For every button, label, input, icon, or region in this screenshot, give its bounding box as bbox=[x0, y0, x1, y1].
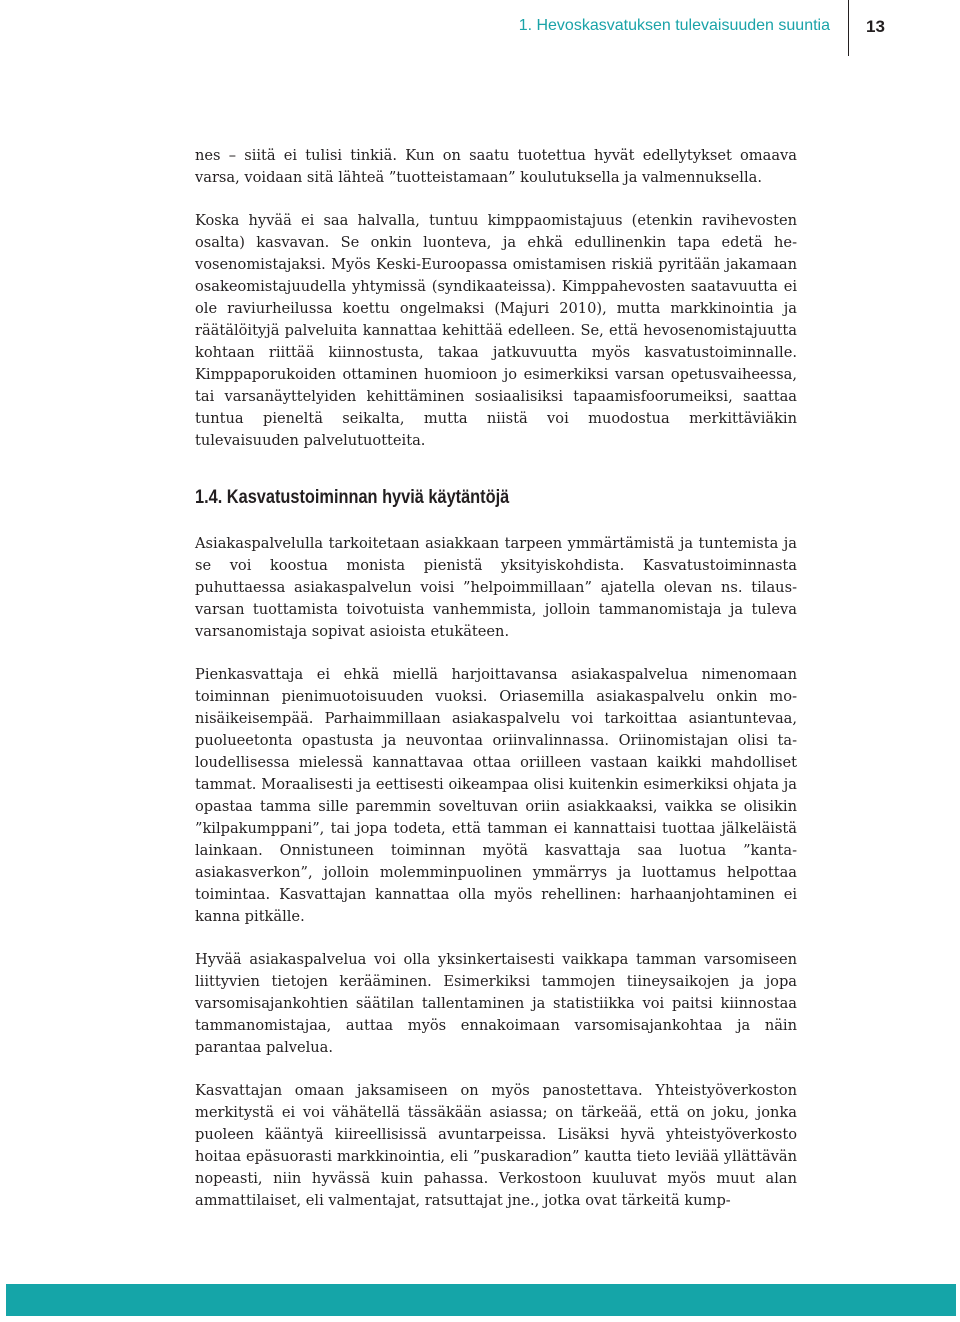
paragraph: Hyvää asiakaspalvelua voi olla yksinkertaisesti vaikkapa tamman varsomiseen liittyvien tietojen kerääminen. Esimerkiksi tammojen tiineysaikojen ja jopa varsomisajankohtien säätilan tallentaminen ja statistiikka voi paitsi kiinnostaa tammanomistajaa, auttaa myös ennakoimaan varsomisajankohtaa ja näin parantaa palvelua. bbox=[195, 951, 797, 1056]
section-heading bbox=[195, 485, 713, 511]
paragraph: Koska hyvää ei saa halvalla, tuntuu kimppaomistajuus (etenkin ravihevosten osalta) kasvavan. Se onkin luonteva, ja ehkä edullinenkin tapa edetä hevosenomistajaksi. Myös Keski-Euroopassa omistamisen riskiä pyritään jakamaan osakeomistajuudella yhtymissä (syndikaateissa). Kimppahevosten saatavuutta ei ole raviurheilussa koettu ongelmaksi (Majuri 2010), mutta markkinointia ja räätälöityjä palveluita kannattaa kehittää edelleen. Se, että hevosenomistajuutta kohtaan riittää kiinnostusta, takaa jatkuvuutta myös kasvatustoiminnalle. Kimppaporukoiden ottaminen huomioon jo esimerkiksi varsan opetusvaiheessa, tai varsanäyttelyiden kehittäminen sosiaalisiksi tapaamisfoorumeiksi, saattaa tuntua pieneltä seikalta, mutta niistä voi muodostua merkittäviäkin tulevaisuuden palvelutuotteita. bbox=[195, 212, 797, 449]
body-text bbox=[195, 145, 797, 1233]
header-divider bbox=[848, 0, 849, 56]
page-header bbox=[0, 0, 960, 60]
running-title: 1. Hevoskasvatuksen tulevaisuuden suuntia bbox=[518, 17, 830, 34]
page-number: 13 bbox=[866, 17, 885, 36]
section-title: Kasvatustoiminnan hyviä käytäntöjä bbox=[226, 487, 510, 508]
paragraph: Pienkasvattaja ei ehkä miellä harjoittavansa asiakaspalvelua nimenomaan toiminnan pienimuotoisuuden vuoksi. Oriasemilla asiakaspalvelu onkin monisäikeisempää. Parhaimmillaan asiakaspalvelu voi tarkoittaa asiantuntevaa, puolueetonta opastusta ja neuvontaa oriinvalinnassa. Oriinomistajan olisi taloudellisessa mielessä kannattavaa ottaa oriilleen vastaan kaikki mahdolliset tammat. Moraalisesti ja eettisesti oikeampaa olisi kuitenkin esimerkiksi ohjata ja opastaa tamma sille paremmin soveltuvan oriin asiakkaaksi, vaikka se olisikin ”kilpakumppani”, tai jopa todeta, että tamman ei kannattaisi tuottaa jälkeläistä lainkaan. Onnistuneen toiminnan myötä kasvattaja saa luotua ”kanta-asiakasverkon”, jolloin molemminpuolinen ymmärrys ja luottamus helpottaa toimintaa. Kasvattajan kannattaa olla myös rehellinen: harhaanjohtaminen ei kanna pitkälle. bbox=[195, 666, 797, 925]
paragraph: nes – siitä ei tulisi tinkiä. Kun on saatu tuotettua hyvät edellytykset omaava varsa, voidaan sitä lähteä ”tuotteistamaan” koulutuksella ja valmennuksella. bbox=[195, 147, 797, 186]
paragraph: Kasvattajan omaan jaksamiseen on myös panostettava. Yhteistyöverkoston merkitystä ei voi vähätellä tässäkään asiassa; on tärkeää, että on joku, jonka puoleen kääntyä kiireellisissä avuntarpeissa. Lisäksi hyvä yhteistyöverkosto hoitaa epäsuorasti markkinointia, eli ”puskaradion” kautta tieto leviää yllättävän nopeasti, niin hyvässä kuin pahassa. Verkostoon kuuluvat myös muut alan ammattilaiset, eli valmentajat, ratsuttajat jne., jotka ovat tärkeitä kump- bbox=[195, 1082, 797, 1209]
paragraph: Asiakaspalvelulla tarkoitetaan asiakkaan tarpeen ymmärtämistä ja tuntemista ja se voi koostua monista pienistä yksityiskohdista. Kasvatustoiminnasta puhuttaessa asiakaspalvelun voisi ”helpoimmillaan” ajatella olevan ns. tilausvarsan tuottamista toivotuista vanhemmista, jolloin tammanomistaja ja tuleva varsanomistaja sopivat asioista etukäteen. bbox=[195, 535, 797, 640]
section-number: 1.4. bbox=[195, 487, 223, 508]
footer-accent-bar bbox=[6, 1284, 956, 1316]
